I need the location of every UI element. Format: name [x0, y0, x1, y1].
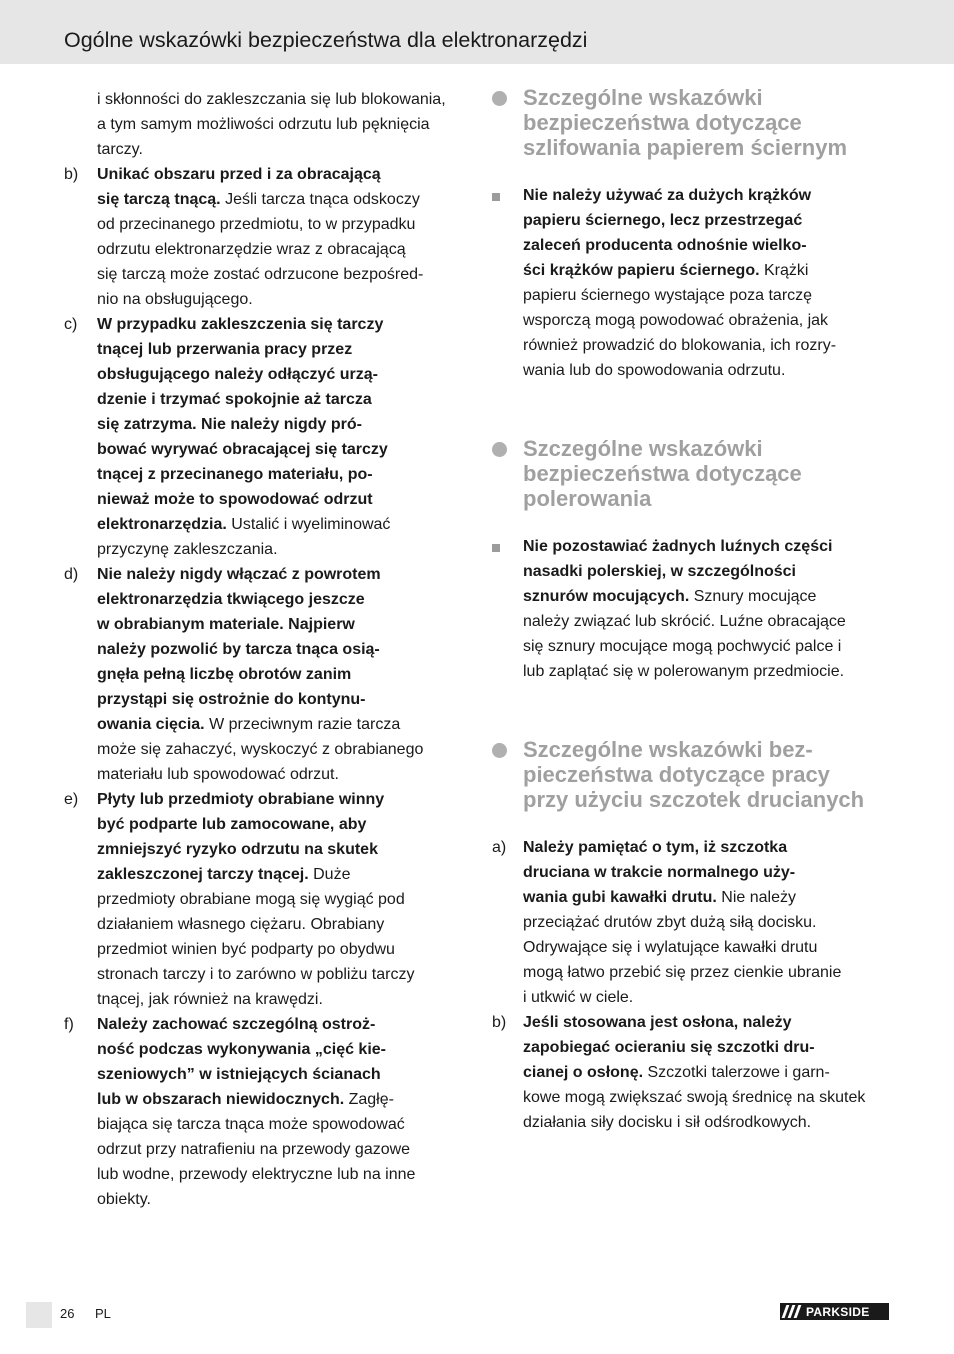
right-column — [492, 85, 892, 1135]
square-bullet-icon — [492, 193, 500, 201]
list-item-c: c) W przypadku zakleszczenia się tarczy tnącej lub przerwania pracy przez obsługującego należy odłączyć urzą- dzenie i trzymać spokojnie aż tarcza się zatrzyma. Nie należy nigdy pró- bować wyrywać obracającej się tarczy tnącej z przecinanego materiału, po- nieważ może to spowodować odrzut elektronarzędzia. Ustalić i wyeliminować przyczynę zakleszczania. — [64, 312, 464, 562]
circle-bullet-icon — [492, 743, 507, 758]
list-item-e: e) Płyty lub przedmioty obrabiane winny być podparte lub zamocowane, aby zmniejszyć ryzyko odrzutu na skutek zakleszczonej tarczy tnącej. Duże przedmioty obrabiane mogą się wygiąć pod działaniem własnego ciężaru. Obrabiany przedmiot winien być podparty po obydwu stronach tarczy i to zarówno w pobliżu tarczy tnącej, jak również na krawędzi. — [64, 787, 464, 1012]
list-marker: b) — [64, 166, 79, 183]
page-number: 26 — [60, 1306, 75, 1321]
logo-text: PARKSIDE — [806, 1304, 870, 1319]
list-marker: d) — [64, 566, 79, 583]
parkside-logo — [780, 1303, 889, 1320]
list-item-d: d) Nie należy nigdy włączać z powrotem elektronarzędzia tkwiącego jeszcze w obrabianym materiale. Najpierw należy pozwolić by tarcza tnąca osią- gnęła pełną liczbę obrotów zanim przystąpi się ostrożnie do kontynu- owania cięcia. W przeciwnym razie tarcza może się zahaczyć, wyskoczyć z obrabianego materiału lub spowodować odrzut. — [64, 562, 464, 787]
list-item-brush-b: b) Jeśli stosowana jest osłona, należy zapobiegać ocieraniu się szczotki dru- cianej o osłonę. Szczotki talerzowe i garn- kowe mogą zwiększać swoją średnicę na skutek działania siły docisku i sił odśrodkowych. — [492, 1010, 892, 1135]
list-marker: e) — [64, 791, 79, 808]
page-title: Ogólne wskazówki bezpieczeństwa dla elektronarzędzi — [64, 28, 588, 52]
section-heading-wire-brushes: Szczególne wskazówki bez- pieczeństwa dotyczące pracy przy użyciu szczotek drucianych — [492, 737, 892, 812]
header-bar — [0, 0, 954, 64]
circle-bullet-icon — [492, 91, 507, 106]
square-bullet-icon — [492, 544, 500, 552]
intro-paragraph: i skłonności do zakleszczania się lub blokowania, a tym samym możliwości odrzutu lub pęknięcia tarczy. — [97, 91, 446, 158]
logo-stripes-icon — [780, 1303, 806, 1320]
section-heading-sanding: Szczególne wskazówki bezpieczeństwa dotyczące szlifowania papierem ściernym — [492, 85, 892, 160]
list-marker: b) — [492, 1014, 507, 1031]
footer-page-box — [26, 1302, 52, 1328]
list-marker: f) — [64, 1016, 74, 1033]
list-marker: c) — [64, 316, 78, 333]
list-item-sanding: Nie należy używać za dużych krążków papieru ściernego, lecz przestrzegać zaleceń producenta odnośnie wielko- ści krążków papieru ściernego. Krążki papieru ściernego wystające poza tarczę wsporczą mogą powodować obrażenia, jak również prowadzić do blokowania, ich rozry- wania lub do spowodowania odrzutu. — [492, 183, 892, 383]
list-item-f: f) Należy zachować szczególną ostroż- ność podczas wykonywania „cięć kie- szeniowych” w istniejących ścianach lub w obszarach niewidocznych. Zagłę- biająca się tarcza tnąca może spowodować odrzut przy natrafieniu na przewody gazowe lub wodne, przewody elektryczne lub na inne obiekty. — [64, 1012, 464, 1212]
list-marker: a) — [492, 839, 507, 856]
list-item-b: b) Unikać obszaru przed i za obracającą się tarczą tnącą. Jeśli tarcza tnąca odskoczy od przecinanego przedmiotu, to w przypadku odrzutu elektronarzędzie wraz z obracającą się tarczą może zostać odrzucone bezpośred- nio na obsługującego. — [64, 162, 464, 312]
left-column — [64, 87, 464, 1212]
language-code: PL — [95, 1306, 111, 1321]
section-heading-polishing: Szczególne wskazówki bezpieczeństwa dotyczące polerowania — [492, 436, 892, 511]
list-item-polishing: Nie pozostawiać żadnych luźnych części nasadki polerskiej, w szczególności sznurów mocujących. Sznury mocujące należy związać lub skrócić. Luźne obracające się sznury mocujące mogą pochwycić palce i lub zaplątać się w polerowanym przedmiocie. — [492, 534, 892, 684]
list-item-brush-a: a) Należy pamiętać o tym, iż szczotka druciana w trakcie normalnego uży- wania gubi kawałki drutu. Nie należy przeciążać drutów zbyt dużą siłą docisku. Odrywające się i wylatujące kawałki drutu mogą łatwo przebić się przez cienkie ubranie i utkwić w ciele. — [492, 835, 892, 1010]
circle-bullet-icon — [492, 442, 507, 457]
